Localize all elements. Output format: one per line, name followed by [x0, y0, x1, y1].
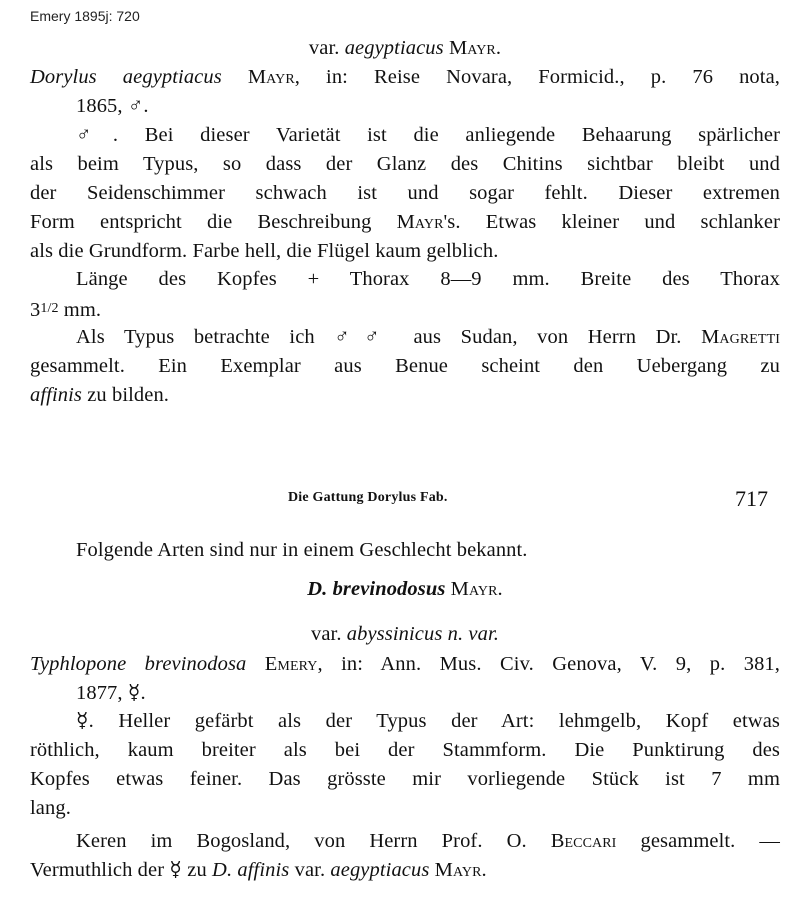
citation-typhlopone: Typhlopone brevinodosa Emery, in: Ann. Mus. Civ. Genova, V. 9, p. 381, 1877, ☿.: [30, 653, 780, 704]
species-heading: D. brevinodosus Mayr.: [307, 578, 503, 600]
variety-heading: var. aegyptiacus Mayr.: [308, 37, 502, 59]
citation-dorylus: Dorylus aegyptiacus Mayr, in: Reise Novara, Formicid., p. 76 nota, 1865, ♂.: [30, 66, 780, 117]
variety-heading-abyssinicus: var. abyssinicus n. var.: [310, 623, 500, 645]
paragraph-type-locality: Als Typus betrachte ich ♂♂ aus Sudan, von Herrn Dr. Magretti gesammelt. Ein Exemplar aus Benue scheint den Uebergang zu affinis zu bilden.: [30, 326, 780, 406]
paragraph-locality: Keren im Bogosland, von Herrn Prof. O. Beccari gesammelt. — Vermuthlich der ☿ zu D. affinis var. aegyptiacus Mayr.: [30, 830, 781, 881]
paragraph-measurements: Länge des Kopfes + Thorax 8—9 mm. Breite des Thorax 31/2 mm.: [30, 268, 780, 321]
reference-label: Emery 1895j: 720: [30, 8, 140, 24]
intro-line: Folgende Arten sind nur in einem Geschlecht bekannt.: [76, 539, 528, 561]
page-number: 717: [735, 486, 768, 511]
paragraph-worker-description: ☿. Heller gefärbt als der Typus der Art: lehmgelb, Kopf etwas röthlich, kaum breiter als bei der Stammform. Die Punktirung des Kopfes etwas feiner. Das grösste mir vorliegende Stück ist 7 mm lang.: [30, 710, 780, 819]
running-head-title: Die Gattung Dorylus Fab.: [288, 490, 448, 505]
paragraph-male-description: ♂. Bei dieser Varietät ist die anliegende Behaarung spärlicher als beim Typus, so dass der Glanz des Chitins sichtbar bleibt und der Seidenschimmer schwach ist und sogar fehlt. Dieser extremen Form entspricht die Beschreibung Mayr's. Etwas kleiner und schlanker als die Grundform. Farbe hell, die Flügel kaum gelblich.: [30, 124, 780, 262]
